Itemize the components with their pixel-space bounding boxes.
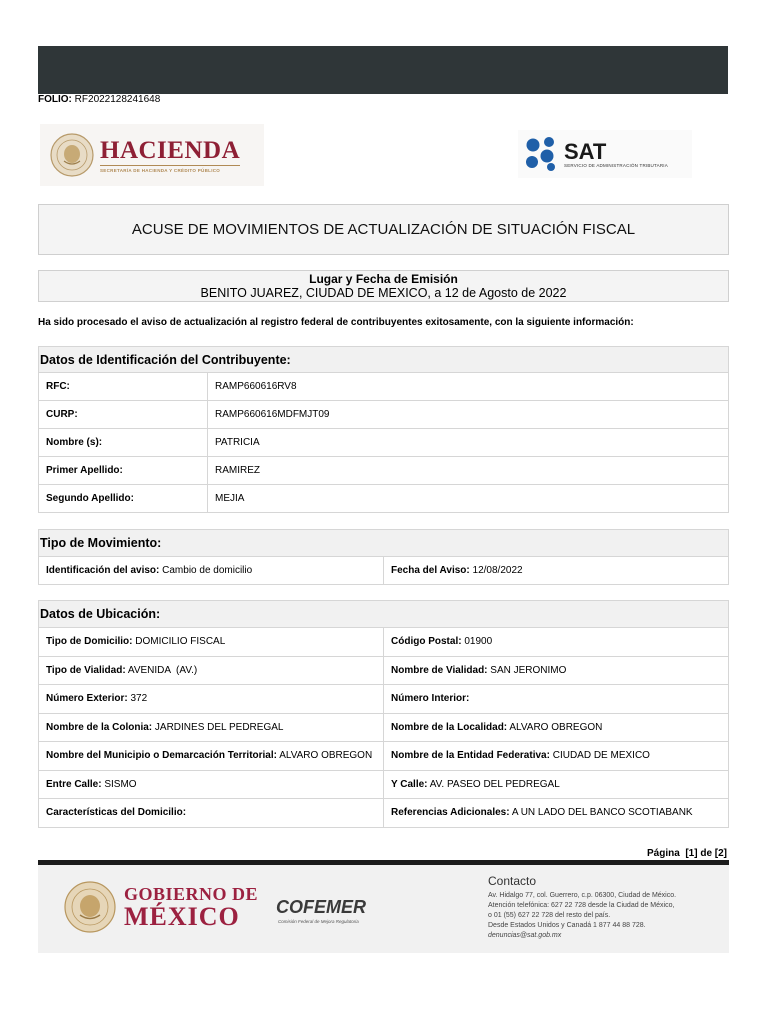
colonia-label: Nombre de la Colonia: — [46, 721, 153, 733]
identificacion-aviso-cell — [39, 557, 384, 585]
folio-label: FOLIO: — [38, 94, 72, 105]
referencias-cell — [384, 799, 729, 828]
cofemer-logo: COFEMER — [276, 897, 366, 917]
lugar-value: BENITO JUAREZ, CIUDAD DE MEXICO, a 12 de Agosto de 2022 — [200, 286, 567, 300]
table-row — [39, 485, 729, 513]
primer-apellido-value: RAMIREZ — [208, 457, 729, 485]
rfc-label: RFC: — [39, 373, 208, 401]
ubicacion-header: Datos de Ubicación: — [39, 601, 729, 628]
table-row — [39, 770, 729, 799]
rfc-value: RAMP660616RV8 — [208, 373, 729, 401]
top-banner — [38, 46, 728, 94]
ubicacion-table — [38, 600, 729, 828]
segundo-apellido-value: MEJIA — [208, 485, 729, 513]
gobierno-logo — [64, 881, 258, 933]
municipio-value: ALVARO OBREGON — [279, 750, 373, 762]
gobierno-line1: GOBIERNO DE — [124, 884, 259, 904]
numero-exterior-label: Número Exterior: — [46, 693, 128, 705]
identificacion-aviso-label: Identificación del aviso: — [46, 565, 160, 576]
entre-calle-cell — [39, 770, 384, 799]
document-title: ACUSE DE MOVIMIENTOS DE ACTUALIZACIÓN DE SITUACIÓN FISCAL — [38, 204, 729, 255]
table-row — [39, 656, 729, 685]
numero-interior-label: Número Interior: — [391, 693, 470, 705]
cofemer-subtitle: Comisión Federal de Mejora Regulatoria — [278, 919, 359, 924]
identificacion-header: Datos de Identificación del Contribuyente: — [39, 347, 729, 373]
contacto-block — [488, 874, 724, 941]
table-row — [39, 628, 729, 657]
caracteristicas-label: Características del Domicilio: — [46, 807, 187, 819]
nombre-vialidad-value: SAN JERONIMO — [490, 664, 567, 676]
municipio-cell — [39, 742, 384, 771]
sat-dots-icon — [524, 136, 560, 172]
segundo-apellido-label: Segundo Apellido: — [39, 485, 208, 513]
table-row — [39, 429, 729, 457]
tipo-domicilio-label: Tipo de Domicilio: — [46, 636, 133, 648]
localidad-cell — [384, 713, 729, 742]
tipo-vialidad-value: AVENIDA (AV.) — [127, 664, 198, 676]
table-row — [39, 713, 729, 742]
codigo-postal-label: Código Postal: — [391, 636, 462, 648]
table-row — [39, 742, 729, 771]
entidad-value: CIUDAD DE MEXICO — [552, 750, 650, 762]
entre-calle-value: SISMO — [104, 778, 137, 790]
hacienda-subtitle: SECRETARÍA DE HACIENDA Y CRÉDITO PÚBLICO — [100, 165, 240, 173]
fecha-aviso-value: 12/08/2022 — [472, 565, 523, 576]
y-calle-label: Y Calle: — [391, 778, 428, 790]
contacto-email[interactable]: denuncias@sat.gob.mx — [488, 932, 562, 939]
entre-calle-label: Entre Calle: — [46, 778, 102, 790]
tipo-vialidad-label: Tipo de Vialidad: — [46, 664, 126, 676]
fecha-aviso-label: Fecha del Aviso: — [391, 565, 470, 576]
identificacion-aviso-value: Cambio de domicilio — [162, 565, 253, 576]
municipio-label: Nombre del Municipio o Demarcación Territorial: — [46, 750, 277, 762]
movimiento-header: Tipo de Movimiento: — [39, 530, 729, 557]
localidad-value: ALVARO OBREGON — [509, 721, 603, 733]
y-calle-cell — [384, 770, 729, 799]
contacto-line: o 01 (55) 627 22 728 del resto del país. — [488, 912, 611, 919]
page-number: Página [1] de [2] — [646, 848, 727, 859]
identificacion-table — [38, 346, 729, 513]
table-row — [39, 373, 729, 401]
table-row — [39, 401, 729, 429]
lugar-fecha-box — [38, 270, 729, 302]
sat-title: SAT — [564, 138, 607, 164]
eagle-seal-icon — [50, 133, 94, 177]
table-row — [39, 685, 729, 714]
localidad-label: Nombre de la Localidad: — [391, 721, 508, 733]
table-row — [39, 557, 729, 585]
movimiento-table — [38, 529, 729, 585]
folio-value: RF2022128241648 — [74, 94, 161, 105]
tipo-domicilio-cell — [39, 628, 384, 657]
contacto-line: Desde Estados Unidos y Canadá 1 877 44 88 728. — [488, 922, 646, 929]
lugar-label: Lugar y Fecha de Emisión — [309, 272, 458, 286]
contacto-title: Contacto — [488, 874, 537, 888]
primer-apellido-label: Primer Apellido: — [39, 457, 208, 485]
curp-label: CURP: — [39, 401, 208, 429]
y-calle-value: AV. PASEO DEL PEDREGAL — [429, 778, 560, 790]
hacienda-title: HACIENDA — [100, 136, 241, 164]
nombre-label: Nombre (s): — [39, 429, 208, 457]
sat-logo — [518, 130, 692, 178]
nombre-vialidad-cell — [384, 656, 729, 685]
footer — [38, 865, 729, 953]
entidad-label: Nombre de la Entidad Federativa: — [391, 750, 550, 762]
sat-subtitle: SERVICIO DE ADMINISTRACIÓN TRIBUTARIA — [564, 162, 668, 168]
referencias-label: Referencias Adicionales: — [391, 807, 510, 819]
eagle-seal-icon — [64, 881, 116, 933]
nombre-vialidad-label: Nombre de Vialidad: — [391, 664, 488, 676]
colonia-cell — [39, 713, 384, 742]
table-row — [39, 457, 729, 485]
codigo-postal-value: 01900 — [464, 636, 493, 648]
caracteristicas-cell — [39, 799, 384, 828]
table-row — [39, 799, 729, 828]
curp-value: RAMP660616MDFMJT09 — [208, 401, 729, 429]
colonia-value: JARDINES DEL PEDREGAL — [154, 721, 284, 733]
tipo-vialidad-cell — [39, 656, 384, 685]
entidad-cell — [384, 742, 729, 771]
contacto-line: Atención telefónica: 627 22 728 desde la Ciudad de México, — [488, 902, 675, 909]
contacto-line: Av. Hidalgo 77, col. Guerrero, c.p. 06300, Ciudad de México. — [488, 892, 677, 899]
folio — [38, 94, 160, 105]
gobierno-line2: MÉXICO — [124, 902, 240, 931]
numero-exterior-value: 372 — [130, 693, 148, 705]
tipo-domicilio-value: DOMICILIO FISCAL — [135, 636, 226, 648]
intro-text: Ha sido procesado el aviso de actualización al registro federal de contribuyentes exitosamente, con la siguiente información: — [38, 317, 634, 328]
referencias-value: A UN LADO DEL BANCO SCOTIABANK — [511, 807, 693, 819]
fecha-aviso-cell — [384, 557, 729, 585]
nombre-value: PATRICIA — [208, 429, 729, 457]
numero-interior-cell — [384, 685, 729, 714]
codigo-postal-cell — [384, 628, 729, 657]
hacienda-logo — [40, 124, 264, 186]
numero-exterior-cell — [39, 685, 384, 714]
